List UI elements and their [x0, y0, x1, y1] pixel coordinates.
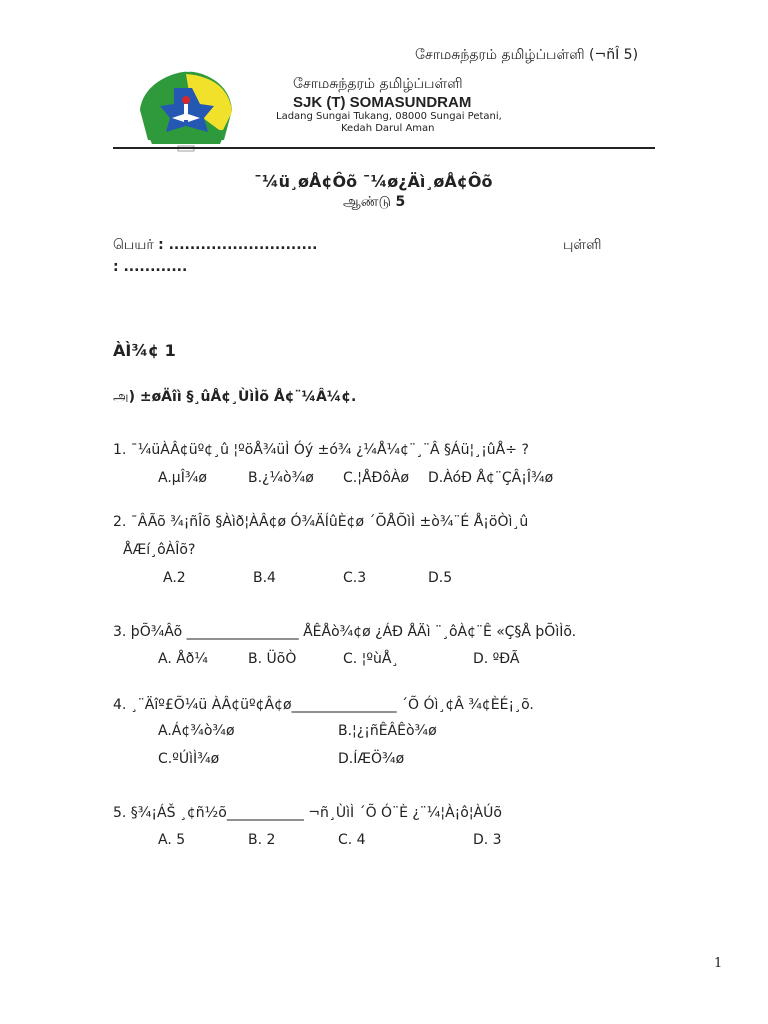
option-c[interactable]: C. ¦ºùÅ¸ [343, 651, 399, 667]
year-value: 5 [395, 194, 406, 210]
question-text-continued: ÅÆí¸ôÀÎõ? [123, 542, 196, 558]
section-instruction [113, 389, 356, 407]
question-text: 4. ¸¨Äîº£Õ¼ü ÀÂ¢üº¢Â¢ø_______________ ´Õ Óì¸¢Â ¾¢ÈÉ¡¸õ. [113, 697, 534, 713]
option-d[interactable]: D. ºÐÃ [473, 651, 520, 667]
school-logo [134, 70, 238, 154]
option-a[interactable]: A. 5 [158, 832, 186, 848]
school-address-line1: Ladang Sungai Tukang, 08000 Sungai Petani, [276, 111, 502, 122]
page-number: 1 [714, 956, 723, 971]
name-line [113, 237, 317, 255]
year-line [343, 194, 405, 212]
school-tamil-name: சோமசுந்தரம் தமிழ்ப்பள்ளி [293, 76, 463, 92]
option-d[interactable]: D.ÍÆÖ¾ø [338, 751, 405, 767]
option-b[interactable]: B.¿¼ò¾ø [248, 470, 314, 486]
option-a[interactable]: A.µÎ¾ø [158, 470, 207, 486]
name-field[interactable]: : ............................ [158, 237, 318, 253]
question-text: 1. ¯¼üÀÂ¢üº¢¸û ¦ºöÅ¾üÌ Óý ±ó¾ ¿¼Å¼¢¨¸¨Â §Áü¦¸¡ûÅ÷ ? [113, 442, 529, 458]
section-title: ÀÌ¾¢ 1 [113, 341, 176, 360]
option-b[interactable]: B.¦¿¡ñÊÂÊò¾ø [338, 723, 437, 739]
instruction-text: ) ±øÄîì §¸ûÅ¢¸ÙìÌõ Å¢¨¼Â¼¢. [128, 389, 357, 405]
header-top-right: சோமசுந்தரம் தமிழ்ப்பள்ளி (¬ñÎ 5) [415, 47, 639, 63]
instruction-prefix: அ [113, 389, 129, 405]
option-b[interactable]: B. ÜõÒ [248, 651, 297, 667]
mark-field[interactable]: : ............ [113, 259, 188, 275]
year-label: ஆண்டு [343, 194, 392, 210]
option-b[interactable]: B. 2 [248, 832, 276, 848]
question-text: 5. §¾¡ÁŠ ¸¢ñ½õ___________ ¬ñ¸ÙìÌ ´Õ Ó¨È ¿¨¼¦À¡ô¦ÀÚõ [113, 805, 502, 821]
name-label: பெயர் [113, 237, 154, 253]
option-d[interactable]: D. 3 [473, 832, 502, 848]
option-d[interactable]: D.5 [428, 570, 453, 586]
header-divider [113, 147, 655, 149]
option-c[interactable]: C. 4 [338, 832, 366, 848]
option-a[interactable]: A.Á¢¾ò¾ø [158, 723, 235, 739]
school-address-line2: Kedah Darul Aman [341, 123, 435, 134]
option-c[interactable]: C.¦ÅÐôÀø [343, 470, 410, 486]
option-a[interactable]: A. Åð¼ [158, 651, 208, 667]
question-text: 3. þÕ¾Âõ ________________ ÅÊÅò¾¢ø ¿ÁÐ ÅÄì ¨¸ôÀ¢¨Ê «Ç§Å þÕìÌõ. [113, 624, 577, 640]
mark-label: புள்ளி [563, 237, 602, 253]
option-a[interactable]: A.2 [163, 570, 186, 586]
option-c[interactable]: C.3 [343, 570, 367, 586]
option-b[interactable]: B.4 [253, 570, 276, 586]
question-text: 2. ¯ÂÃõ ¾¡ñÎõ §Àìð¦ÀÂ¢ø Ó¾ÄÍûÈ¢ø ´ÕÅÕìÌ ±ò¾¨É Å¡öÒì¸û [113, 514, 529, 530]
exam-title: ¯¼ü¸øÅ¢Ôõ ¯¼ø¿Äì¸øÅ¢Ôõ [254, 172, 493, 191]
option-c[interactable]: C.ºÚìÌ¾ø [158, 751, 220, 767]
school-name: SJK (T) SOMASUNDRAM [293, 94, 472, 111]
option-d[interactable]: D.ÀóÐ Å¢¨ÇÂ¡Î¾ø [428, 470, 554, 486]
